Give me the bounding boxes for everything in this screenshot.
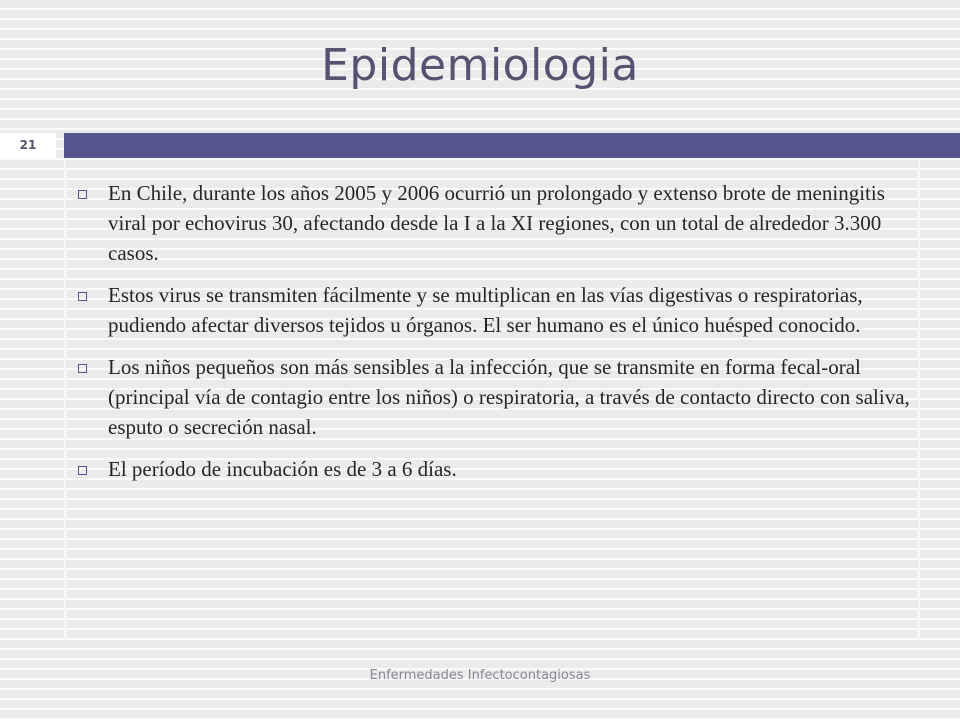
square-bullet-icon xyxy=(78,364,87,373)
bullet-text: Estos virus se transmiten fácilmente y se multiplican en las vías digestivas o respiratorias, pudiendo afectar diversos tejidos u órganos. El ser humano es el único huésped conocido. xyxy=(108,283,863,337)
slide-footer: Enfermedades Infectocontagiosas xyxy=(369,668,591,683)
bullet-text: En Chile, durante los años 2005 y 2006 ocurrió un prolongado y extenso brote de meningitis viral por echovirus 30, afectando desde la I a la XI regiones, con un total de alrededor 3.300 casos. xyxy=(108,181,885,265)
content-frame-left-border xyxy=(64,150,66,640)
bullet-item xyxy=(74,178,914,268)
square-bullet-icon xyxy=(78,190,87,199)
square-bullet-icon xyxy=(78,466,87,475)
slide-number: 21 xyxy=(0,133,56,158)
square-bullet-icon xyxy=(78,292,87,301)
slide-title: Epidemiologia xyxy=(321,40,639,91)
bullet-item xyxy=(74,352,914,442)
title-underline-bar xyxy=(64,133,960,158)
bullet-text: Los niños pequeños son más sensibles a la infección, que se transmite en forma fecal-oral (principal vía de contagio entre los niños) o respiratoria, a través de contacto directo con saliva, esputo o secreción nasal. xyxy=(108,355,910,439)
bullet-text: El período de incubación es de 3 a 6 días. xyxy=(108,457,457,481)
bullet-item xyxy=(74,454,914,484)
content-frame-right-border xyxy=(918,150,920,640)
bullet-item xyxy=(74,280,914,340)
bullet-list xyxy=(74,178,914,496)
